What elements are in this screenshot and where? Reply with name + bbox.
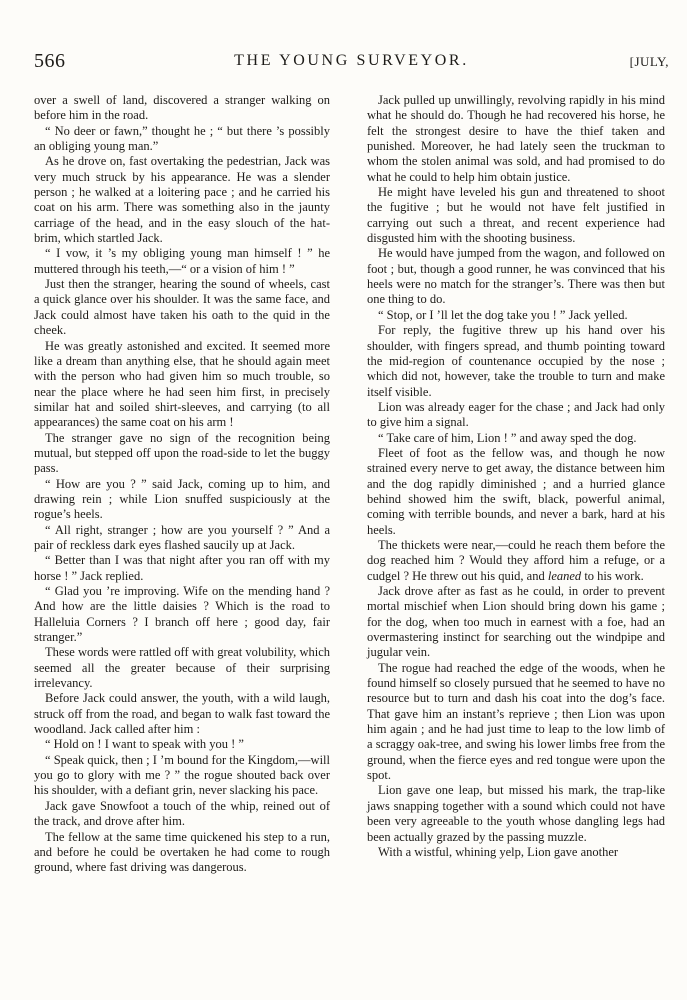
paragraph: “ Better than I was that night after you ran off with my horse ! ” Jack replied. xyxy=(34,553,330,583)
paragraph: “ Stop, or I ’ll let the dog take you ! ” Jack yelled. xyxy=(378,307,628,322)
right-column xyxy=(367,93,665,860)
paragraph: “ All right, stranger ; how are you yourself ? ” And a pair of reckless dark eyes flashed saucily up at Jack. xyxy=(34,522,330,552)
paragraph: As he drove on, fast overtaking the pedestrian, Jack was very much struck by his appearance. He was a slender person ; he walked at a loitering pace ; and he carried his coat on his arm. There was something also in the jaunty carriage of the head, and in the easy slouch of the hat-brim, which startled Jack. xyxy=(34,154,330,246)
paragraph: Just then the stranger, hearing the sound of wheels, cast a quick glance over his shoulder. It was the same face, and Jack could almost have taken his oath to the quid in the cheek. xyxy=(34,277,330,338)
paragraph: “ Glad you ’re improving. Wife on the mending hand ? And how are the little daisies ? Which is the road to Halleluia Corners ? I branch off here ; good day, fair stranger.” xyxy=(34,584,330,645)
paragraph: “ How are you ? ” said Jack, coming up to him, and drawing rein ; while Lion snuffed suspiciously at the rogue’s heels. xyxy=(34,476,330,522)
paragraph: These words were rattled off with great volubility, which seemed all the greater because of their surprising irrelevancy. xyxy=(34,645,330,691)
paragraph: Lion was already eager for the chase ; and Jack had only to give him a signal. xyxy=(367,399,665,430)
paragraph: The rogue had reached the edge of the woods, when he found himself so closely pursued that he seemed to have no resource but to turn and dash his coat into the dog’s face. That gave him an instant’s reprieve ; then Lion was upon him again ; and he had just time to leap to the low limb of a scraggy oak-tree, and swing his lower limbs free from the ground, when the fierce eyes and red tongue were upon the spot. xyxy=(367,660,665,783)
paragraph: “ No deer or fawn,” thought he ; “ but there ’s possibly an obliging young man.” xyxy=(34,123,330,154)
paragraph: Before Jack could answer, the youth, with a wild laugh, struck off from the road, and began to walk fast toward the woodland. Jack called after him : xyxy=(34,691,330,737)
left-column xyxy=(34,93,330,876)
paragraph: Lion gave one leap, but missed his mark, the trap-like jaws snapping together with a sound which could not have been very agreeable to the youth whose dangling legs had been actually grazed by the passing muzzle. xyxy=(367,783,665,844)
paragraph: over a swell of land, discovered a stranger walking on before him in the road. xyxy=(34,93,330,123)
paragraph: Fleet of foot as the fellow was, and though he now strained every nerve to get away, the distance between him and the dog rapidly diminished ; and a hurried glance behind showed him the swift, black, powerful animal, coming with terrible bounds, and never a bark, hard at his heels. xyxy=(367,445,665,537)
paragraph: Jack pulled up unwillingly, revolving rapidly in his mind what he should do. Though he had recovered his horse, he felt the strongest desire to have the thief taken and punished. Moreover, he had lately seen the truckman to whom the stolen animal was sold, and had promised to do what he could to help him obtain justice. xyxy=(367,93,665,184)
paragraph: He might have leveled his gun and threatened to shoot the fugitive ; but he would not have felt justified in carrying out such a threat, and recent experience had disgusted him with the shooting business. xyxy=(367,185,665,246)
paragraph xyxy=(367,538,665,584)
paragraph: “ Hold on ! I want to speak with you ! ” xyxy=(45,737,244,752)
paragraph-text: The thickets were near,—could he reach them before the dog reached him ? Would they afford him a refuge, or a cudgel ? He threw out his quid, and xyxy=(367,537,665,583)
paragraph: Jack drove after as fast as he could, in order to prevent mortal mischief when Lion should bring down his game ; for the dog, when too much in earnest with a foe, had an overmastering instinct for searching out the windpipe and jugular vein. xyxy=(367,584,665,660)
paragraph: He was greatly astonished and excited. It seemed more like a dream than anything else, that he should again meet with the person who had given him so much trouble, so near the place where he had seen him first, in precisely similar hat and soiled shirt-sleeves, and carrying (to all appearances) the same coat on his arm ! xyxy=(34,338,330,430)
paragraph: “ I vow, it ’s my obliging young man himself ! ” he muttered through his teeth,—“ or a vision of him ! ” xyxy=(34,246,330,276)
paragraph: “ Speak quick, then ; I ’m bound for the Kingdom,—will you go to glory with me ? ” the rogue shouted back over his shoulder, with a defiant grin, never slacking his pace. xyxy=(34,752,330,798)
page-number: 566 xyxy=(34,50,66,72)
header-month: [JULY, xyxy=(629,54,669,69)
page-header xyxy=(34,50,669,74)
paragraph: For reply, the fugitive threw up his hand over his shoulder, with fingers spread, and thumb pointing toward the mid-region of countenance occupied by the nose ; which did not, however, take the trouble to turn and make itself visible. xyxy=(367,323,665,399)
running-title: THE YOUNG SURVEYOR. xyxy=(234,52,469,69)
italic-word: leaned xyxy=(547,568,582,583)
paragraph: “ Take care of him, Lion ! ” and away sped the dog. xyxy=(378,430,637,445)
paragraph: The fellow at the same time quickened his step to a run, and before he could be overtaken he had come to rough ground, where fast driving was dangerous. xyxy=(34,829,330,875)
paragraph: With a wistful, whining yelp, Lion gave another xyxy=(378,844,619,859)
paragraph-text: to his work. xyxy=(584,568,644,583)
paragraph: Jack gave Snowfoot a touch of the whip, reined out of the track, and drove after him. xyxy=(34,798,330,829)
paragraph: The stranger gave no sign of the recognition being mutual, but stepped off upon the road-side to let the buggy pass. xyxy=(34,430,330,476)
paragraph: He would have jumped from the wagon, and followed on foot ; but, though a good runner, he was convinced that his heels were no match for the stranger’s. There was then but one thing to do. xyxy=(367,246,665,307)
